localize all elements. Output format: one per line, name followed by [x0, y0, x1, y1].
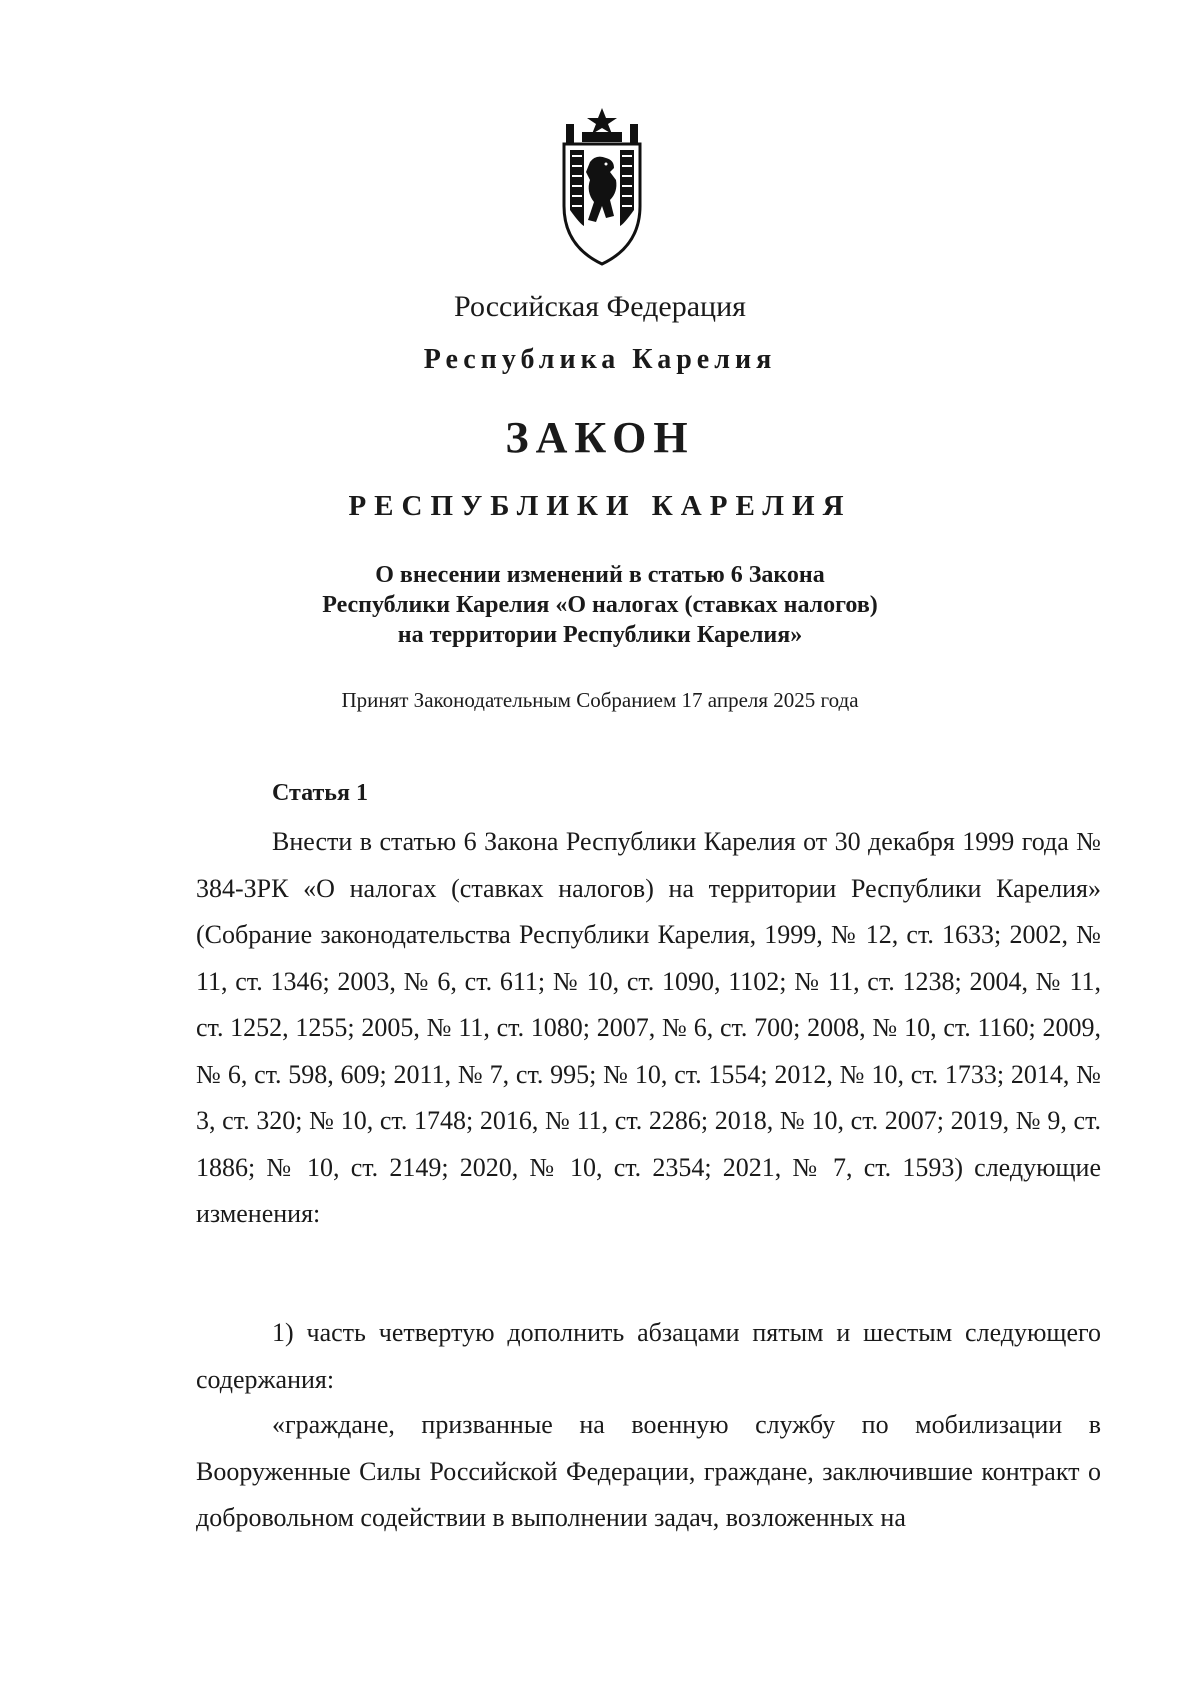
law-title-line: Республики Карелия «О налогах (ставках налогов) [322, 592, 878, 618]
issuer-name: РЕСПУБЛИКИ КАРЕЛИЯ [348, 490, 852, 522]
law-title-line: на территории Республики Карелия» [397, 622, 803, 648]
law-title [0, 560, 1200, 650]
article-paragraph: Внести в статью 6 Закона Республики Карелия от 30 декабря 1999 года № 384-ЗРК «О налогах (ставках налогов) на территории Республики Карелия» (Собрание законодательства Республики Карелия, 1999, № 12, ст. 1633; 2002, № 11, ст. 1346; 2003, № 6, ст. 611; № 10, ст. 1090, 1102; № 11, ст. 1238; 2004, № 11, ст. 1252, 1255; 2005, № 11, ст. 1080; 2007, № 6, ст. 700; 2008, № 10, ст. 1160; 2009, № 6, ст. 598, 609; 2011, № 7, ст. 995; № 10, ст. 1554; 2012, № 10, ст. 1733; 2014, № 3, ст. 320; № 10, ст. 1748; 2016, № 11, ст. 2286; 2018, № 10, ст. 2007; 2019, № 9, ст. 1886; № 10, ст. 2149; 2020, № 10, ст. 2354; 2021, № 7, ст. 1593) следующие изменения: [196, 827, 1101, 1228]
document-type: ЗАКОН [505, 413, 695, 462]
republic-name: Республика Карелия [423, 344, 777, 375]
adoption-note: Принят Законодательным Собранием 17 апреля 2025 года [341, 688, 859, 712]
article-heading: Статья 1 [272, 780, 368, 806]
article-paragraph: «граждане, призванные на военную службу по мобилизации в Вооруженные Силы Российской Федерации, граждане, заключившие контракт о добровольном содействии в выполнении задач, возложенных на [196, 1410, 1101, 1532]
country-name: Российская Федерация [454, 290, 746, 323]
coat-of-arms-emblem [556, 106, 648, 268]
law-title-line: О внесении изменений в статью 6 Закона [375, 562, 825, 588]
article-paragraph: 1) часть четвертую дополнить абзацами пятым и шестым следующего содержания: [196, 1318, 1101, 1394]
